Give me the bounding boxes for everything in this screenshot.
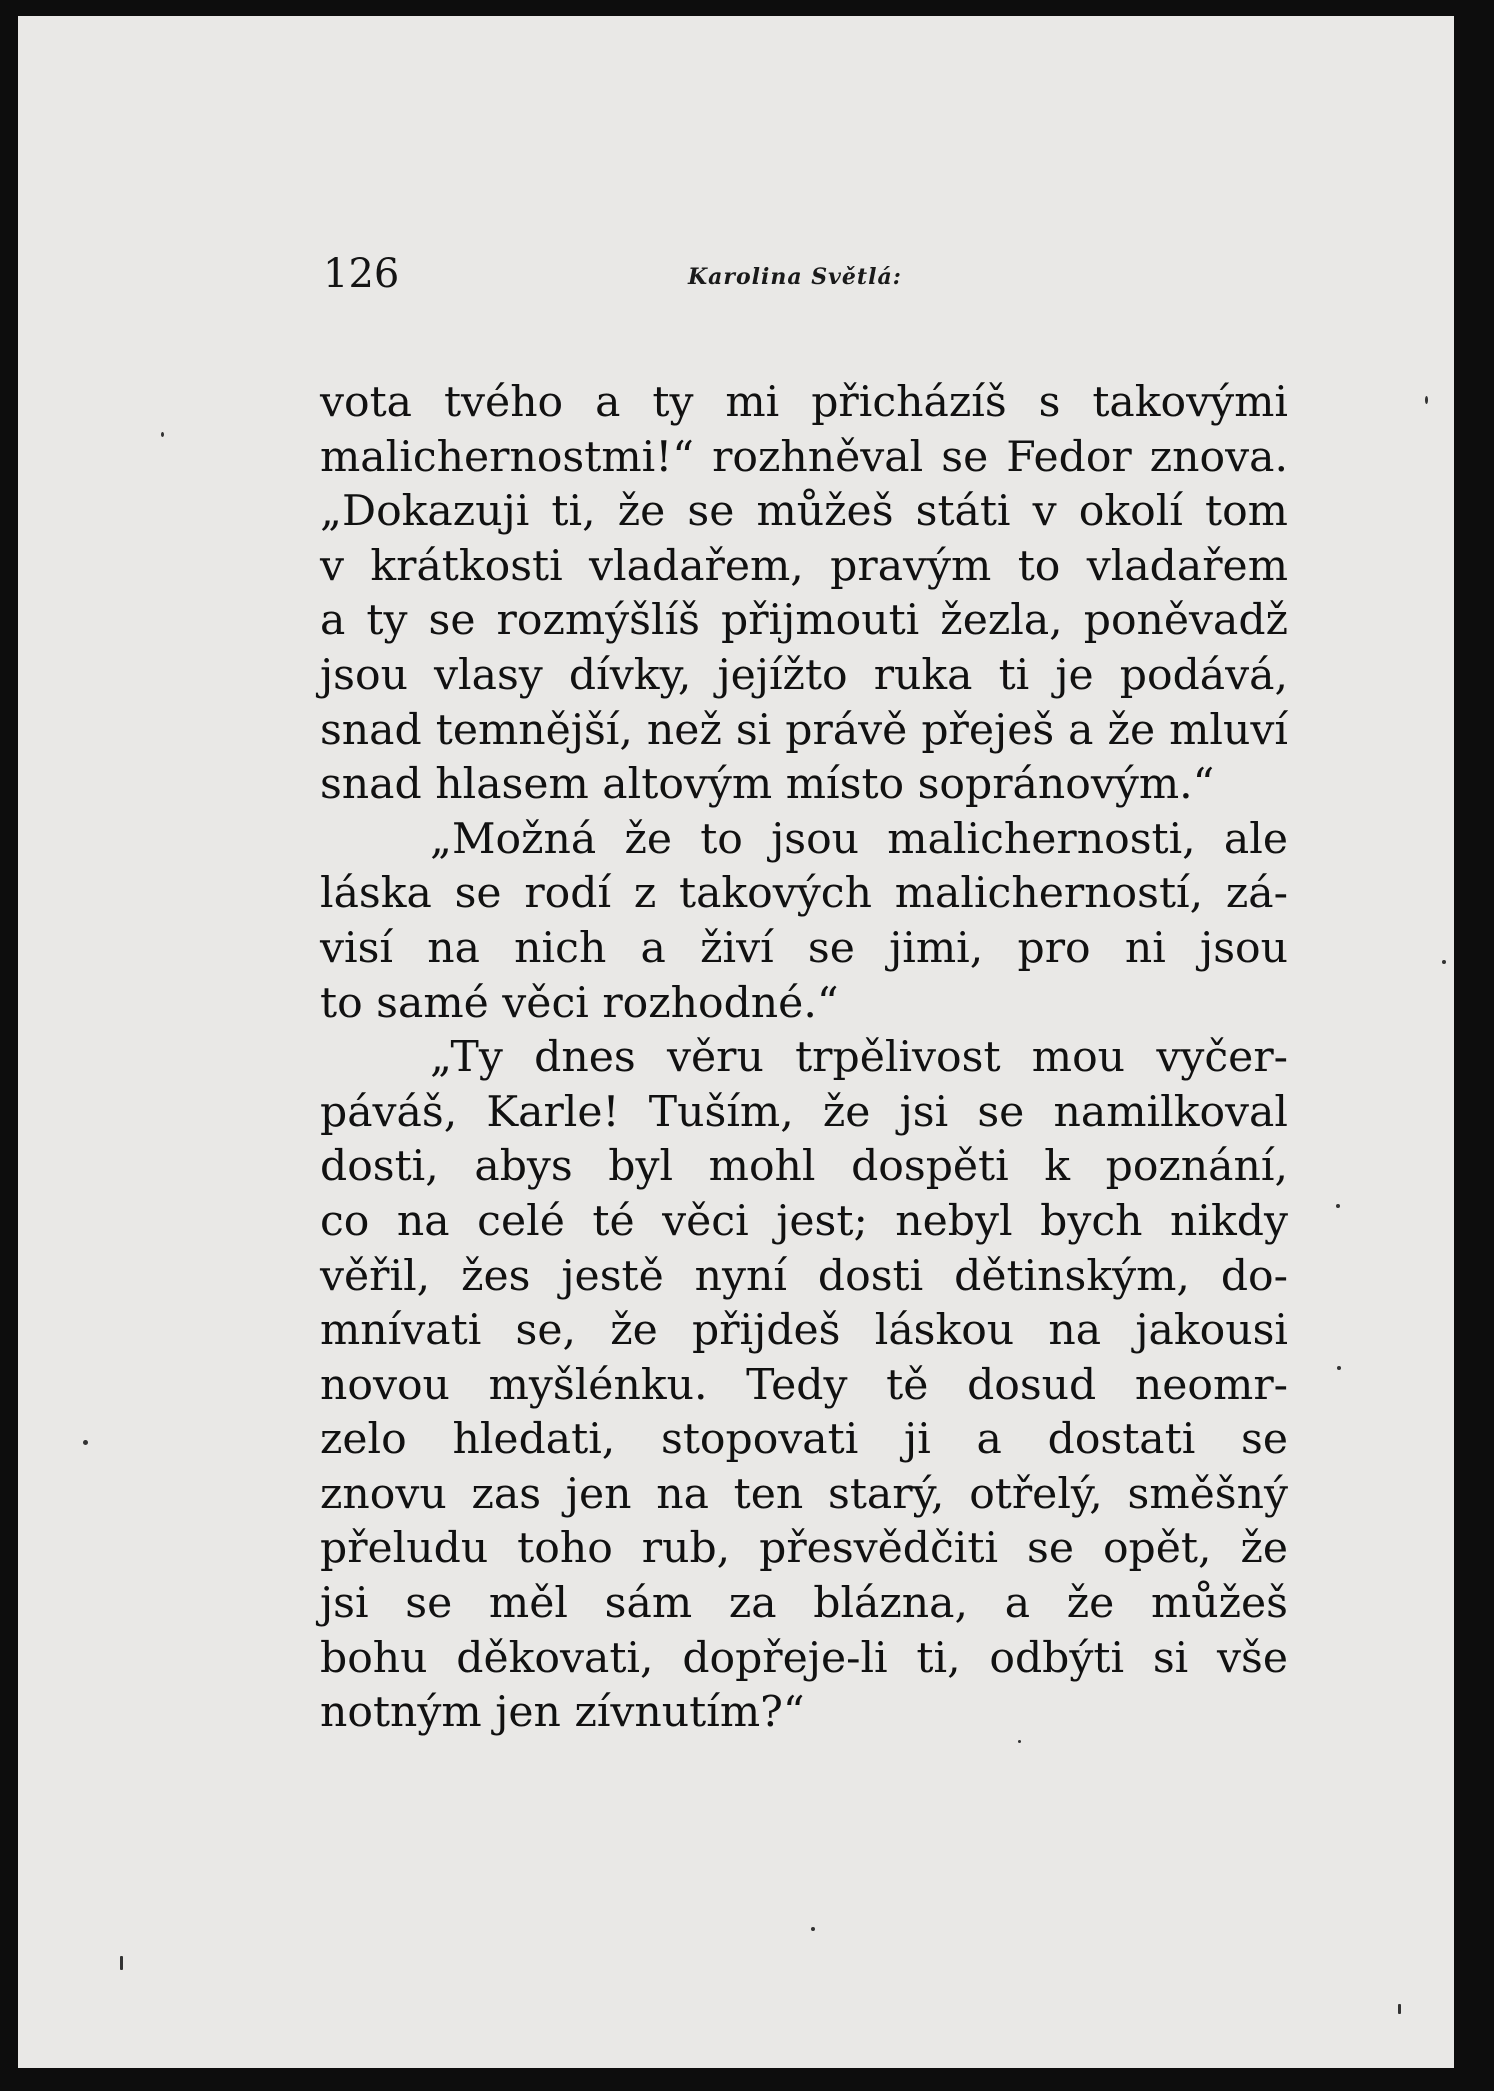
text-line: znovu zas jen na ten starý, otřelý, směšný: [320, 1469, 1288, 1519]
text-line: „Ty dnes věru trpělivost mou vyčer-: [430, 1033, 1288, 1083]
text-line: novou myšlénku. Tedy tě dosud neomr-: [320, 1360, 1288, 1410]
text-line: dosti, abys byl mohl dospěti k poznání,: [320, 1142, 1288, 1192]
text-line: v krátkosti vladařem, pravým to vladařem: [320, 541, 1288, 591]
text-line: věřil, žes jestě nyní dosti dětinským, do-: [320, 1251, 1288, 1301]
scan-speck: [161, 432, 164, 437]
scan-speck: [83, 1440, 88, 1445]
text-line: to samé věci rozhodné.“: [320, 978, 839, 1028]
text-line: a ty se rozmýšlíš přijmouti žezla, poněvadž: [320, 596, 1288, 646]
text-line: bohu děkovati, dopřeje-li ti, odbýti si vše: [320, 1633, 1288, 1683]
scan-speck: [1425, 396, 1428, 404]
text-line: jsi se měl sám za blázna, a že můžeš: [320, 1579, 1288, 1629]
scan-speck: [1398, 2004, 1401, 2014]
page-number: 126: [323, 251, 400, 297]
scan-speck: [1018, 1740, 1021, 1743]
text-line: snad hlasem altovým místo sopránovým.“: [320, 760, 1215, 810]
text-line: co na celé té věci jest; nebyl bych nikdy: [320, 1196, 1288, 1246]
text-line: přeludu toho rub, přesvědčiti se opět, že: [320, 1524, 1288, 1574]
running-head: Karolina Světlá:: [688, 264, 902, 290]
text-line: visí na nich a živí se jimi, pro ni jsou: [320, 923, 1288, 973]
scan-speck: [811, 1927, 815, 1931]
text-line: zelo hledati, stopovati ji a dostati se: [320, 1415, 1288, 1465]
book-page: [18, 16, 1454, 2068]
scan-speck: [1337, 1366, 1341, 1370]
text-line: jsou vlasy dívky, jejížto ruka ti je podává,: [320, 650, 1288, 700]
text-line: láska se rodí z takových malicherností, zá-: [320, 869, 1288, 919]
text-line: malichernostmi!“ rozhněval se Fedor znova.: [320, 432, 1288, 482]
text-line: mnívati se, že přijdeš láskou na jakousi: [320, 1306, 1288, 1356]
text-line: páváš, Karle! Tuším, že jsi se namilkoval: [320, 1087, 1288, 1137]
text-line: „Dokazuji ti, že se můžeš státi v okolí tom: [320, 487, 1288, 537]
text-line: notným jen zívnutím?“: [320, 1688, 805, 1738]
text-line: „Možná že to jsou malichernosti, ale: [430, 814, 1288, 864]
scan-speck: [1442, 960, 1446, 964]
body-text: [320, 376, 1288, 1741]
scan-speck: [120, 1956, 123, 1970]
scan-speck: [1336, 1204, 1340, 1208]
text-line: snad temnější, než si právě přeješ a že mluví: [320, 705, 1288, 755]
text-line: vota tvého a ty mi přicházíš s takovými: [320, 378, 1288, 427]
